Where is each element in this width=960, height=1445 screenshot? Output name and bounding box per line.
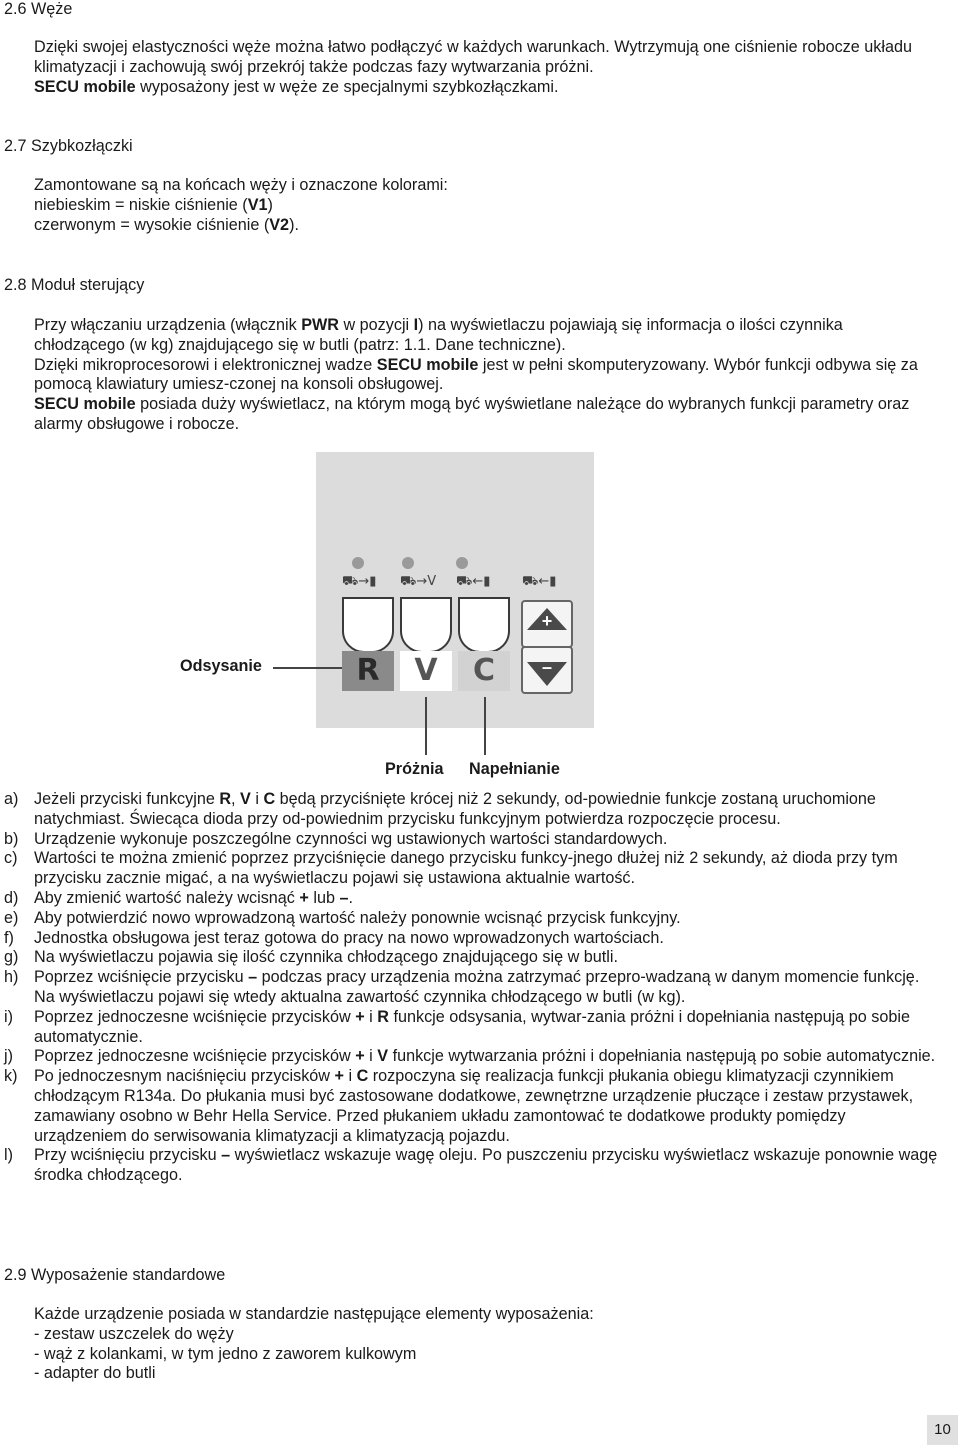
section-heading-2-9: 2.9 Wyposażenie standardowe <box>4 1266 226 1284</box>
paragraph <box>34 395 934 435</box>
callout-proznia: Próżnia <box>385 760 444 778</box>
section-heading-2-6: 2.6 Węże <box>4 0 73 18</box>
key-c-label: C <box>458 651 510 691</box>
text: Przy włączaniu urządzenia (włącznik <box>34 316 302 334</box>
leader-line <box>425 697 427 755</box>
text: czerwonym = wysokie ciśnienie ( <box>34 215 270 234</box>
list-marker: a) <box>4 790 19 808</box>
key-v-label: V <box>400 651 452 691</box>
plus-button[interactable] <box>521 600 573 648</box>
list-item: - wąż z kolankami, w tym jedno z zaworem kulkowym <box>34 1344 417 1363</box>
list-text: Na wyświetlaczu pojawia się ilość czynnika chłodzącego znajdującego się w butli. <box>34 948 618 967</box>
list-marker: c) <box>4 849 18 868</box>
text-line: Każde urządzenie posiada w standardzie następujące elementy wyposażenia: <box>34 1305 594 1323</box>
list-item <box>4 968 939 1008</box>
key-v-face <box>400 597 452 653</box>
list-item <box>4 1067 939 1146</box>
text-bold: I <box>413 316 419 334</box>
text: ). <box>289 215 299 234</box>
section-2-6-body <box>34 38 934 97</box>
list-text: Jeżeli przyciski funkcyjne R, V i C będą przyciśnięte krócej niż 2 sekundy, od-powiednie funkcje zostaną uruchomione natychmiast. Świecąca dioda przy od-powiednim przycisku funkcyjnym potwierdza rozpoczęcie procesu. <box>34 790 876 828</box>
list-marker: f) <box>4 928 14 947</box>
list-marker: d) <box>4 888 19 907</box>
flush-icon: ⛟←▮ <box>522 574 557 589</box>
section-2-7-body <box>34 176 934 235</box>
instruction-list <box>4 790 939 1186</box>
list-text: Urządzenie wykonuje poszczególne czynności wg ustawionych wartości standardowych. <box>34 829 668 848</box>
plus-label: + <box>541 611 553 631</box>
leader-line <box>484 697 486 755</box>
key-r-button[interactable] <box>342 597 394 691</box>
text: Dzięki mikroprocesorowi i elektronicznej wadze <box>34 355 377 374</box>
list-item <box>4 1146 939 1186</box>
section-heading-2-8: 2.8 Moduł sterujący <box>4 276 145 294</box>
list-item <box>4 849 939 889</box>
list-text: Aby potwierdzić nowo wprowadzoną wartość należy ponownie wcisnąć przycisk funkcyjny. <box>34 908 681 927</box>
key-v-button[interactable] <box>400 597 452 691</box>
minus-button[interactable] <box>521 646 573 694</box>
text: w pozycji <box>338 316 414 334</box>
text: niebieskim = niskie ciśnienie ( <box>34 195 248 214</box>
key-c-face <box>458 597 510 653</box>
paragraph <box>34 356 934 396</box>
led-indicator <box>352 557 364 569</box>
minus-label: – <box>541 657 552 677</box>
list-text: Poprzez jednoczesne wciśnięcie przycisków + i R funkcje odsysania, wytwar-zania próżni i dopełniania następują po sobie automatycznie. <box>34 1007 910 1046</box>
list-marker: j) <box>4 1047 13 1066</box>
list-text: Poprzez jednoczesne wciśnięcie przycisków + i V funkcje wytwarzania próżni i dopełniania następują po sobie automatycznie. <box>34 1047 936 1066</box>
led-indicator <box>456 557 468 569</box>
list-item <box>4 1047 939 1067</box>
section-2-9-body <box>34 1305 934 1384</box>
charge-icon: ⛟←▮ <box>456 574 491 589</box>
key-c-button[interactable] <box>458 597 510 691</box>
list-marker: h) <box>4 968 19 987</box>
section-2-8-body <box>34 316 934 435</box>
list-item <box>4 1008 939 1048</box>
text-bold: PWR <box>301 316 339 334</box>
list-item <box>4 889 939 909</box>
callout-napelnianie: Napełnianie <box>469 760 560 778</box>
list-item <box>4 929 939 949</box>
vacuum-icon: ⛟→V <box>400 574 437 589</box>
list-text: Jednostka obsługowa jest teraz gotowa do pracy na nowo wprowadzonych wartościach. <box>34 928 664 947</box>
list-item <box>4 830 939 850</box>
callout-odsysanie: Odsysanie <box>180 657 262 675</box>
list-item: - zestaw uszczelek do węży <box>34 1324 234 1343</box>
text: wyposażony jest w węże ze specjalnymi szybkozłączkami. <box>135 77 559 96</box>
product-name: SECU mobile <box>34 77 136 96</box>
code: V2 <box>269 215 290 234</box>
list-text: Po jednoczesnym naciśnięciu przycisków + i C rozpoczyna się realizacja funkcji płukania obiegu klimatyzacji czynnikiem chłodzącym R134a. Do płukania musi być zastosowane dodatkowe, zewnętrzne urządzenie płuczące i zestaw przystawek, zamawiany osobno w Behr Hella Service. Przed płukaniem układu zamontować te dodatkowe produkty pomiędzy urządzeniem do serwisowania klimatyzacji a klimatyzacją pojazdu. <box>34 1067 914 1145</box>
list-marker: b) <box>4 829 19 848</box>
led-indicator <box>402 557 414 569</box>
paragraph <box>34 316 934 356</box>
recovery-icon: ⛟→▮ <box>342 574 377 589</box>
paragraph <box>34 38 934 97</box>
list-marker: l) <box>4 1146 13 1165</box>
list-marker: i) <box>4 1007 13 1026</box>
list-item <box>4 948 939 968</box>
text: Dzięki swojej elastyczności węże można łatwo podłączyć w każdych warunkach. Wytrzymują one ciśnienie robocze układu klimatyzacji i zachowują swój przekrój także podczas fazy wytwarzania próżni. <box>34 38 912 76</box>
leader-line <box>273 667 342 669</box>
product-name: SECU mobile <box>376 355 479 374</box>
list-marker: g) <box>4 948 19 967</box>
list-text: Aby zmienić wartość należy wcisnąć + lub –. <box>34 888 353 907</box>
list-marker: k) <box>4 1067 18 1086</box>
text: jest w pełni skomputeryzowany. Wybór funkcji odbywa się za pomocą klawiatury umiesz-czonej na konsoli obsługowej. <box>34 355 918 394</box>
code: V1 <box>247 195 268 214</box>
text-line: Zamontowane są na końcach węży i oznaczone kolorami: <box>34 176 448 194</box>
product-name: SECU mobile <box>34 395 136 414</box>
list-item <box>4 790 939 830</box>
text: ) <box>267 195 273 214</box>
list-marker: e) <box>4 908 19 927</box>
text-line <box>34 196 934 216</box>
key-r-face <box>342 597 394 653</box>
key-r-label: R <box>342 651 394 691</box>
list-text: Przy wciśnięciu przycisku – wyświetlacz wskazuje wagę oleju. Po puszczeniu przycisku wyświetlacz wskazuje ponownie wagę środka chłodzącego. <box>34 1146 938 1185</box>
list-text: Wartości te można zmienić poprzez przyciśnięcie danego przycisku funkcy-jnego dłużej niż 2 sekundy, aż dioda przy tym przycisku zacznie migać, a na wyświetlaczu pojawi się ustawiona aktualnie wartość. <box>34 849 898 888</box>
list-item: - adapter do butli <box>34 1364 156 1383</box>
text: posiada duży wyświetlacz, na którym mogą być wyświetlane należące do wybranych funkcji parametry oraz alarmy obsługowe i robocze. <box>34 395 910 433</box>
list-item <box>4 909 939 929</box>
text-line <box>34 216 934 236</box>
page-number: 10 <box>927 1415 958 1445</box>
text: ) na wyświetlaczu pojawiają się informacja o ilości czynnika chłodzącego (w kg) znajdującego się w butli (patrz: 1.1. Dane techniczne). <box>34 316 843 354</box>
section-heading-2-7: 2.7 Szybkozłączki <box>4 137 133 155</box>
control-panel-figure <box>316 452 594 728</box>
list-text: Poprzez wciśnięcie przycisku – podczas pracy urządzenia można zatrzymać przepro-wadzaną w danym momencie funkcję. Na wyświetlaczu pojawi się wtedy aktualna zawartość czynnika chłodzącego w butli (w kg). <box>34 968 920 1006</box>
